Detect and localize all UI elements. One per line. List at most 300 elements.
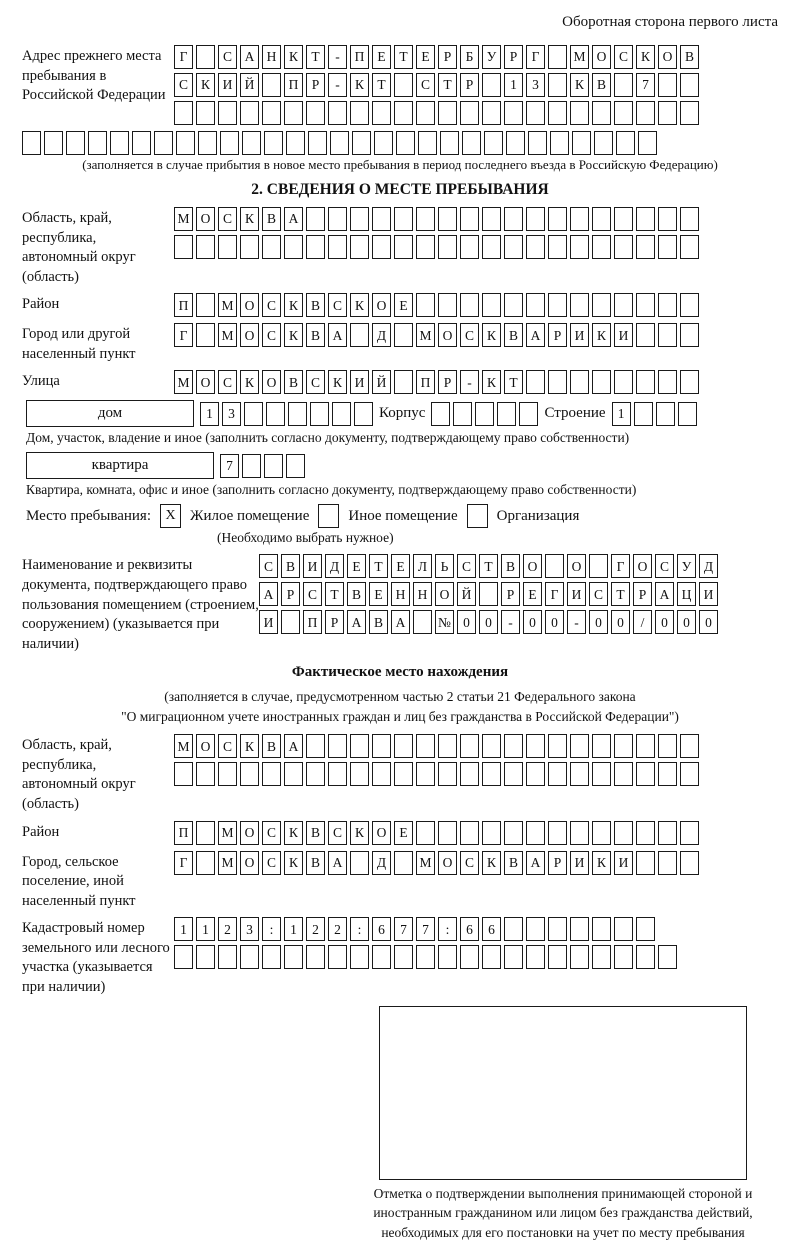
char-box[interactable] [22,131,41,155]
char-box[interactable] [220,131,239,155]
char-box[interactable]: Д [372,323,391,347]
char-box[interactable]: 1 [196,917,215,941]
char-box[interactable]: Р [438,370,457,394]
char-box[interactable]: А [284,207,303,231]
char-box[interactable] [526,945,545,969]
char-box[interactable] [438,101,457,125]
char-box[interactable] [416,734,435,758]
char-box[interactable]: 0 [479,610,498,634]
char-box[interactable] [636,917,655,941]
char-box[interactable] [592,101,611,125]
char-box[interactable] [614,734,633,758]
char-box[interactable]: К [592,851,611,875]
char-box[interactable] [88,131,107,155]
char-box[interactable]: Р [548,851,567,875]
char-box[interactable] [570,207,589,231]
char-box[interactable]: 2 [218,917,237,941]
char-box[interactable] [658,762,677,786]
char-box[interactable]: А [526,851,545,875]
char-box[interactable] [440,131,459,155]
char-box[interactable]: О [438,323,457,347]
char-box[interactable] [594,131,613,155]
char-box[interactable] [460,235,479,259]
char-box[interactable]: К [636,45,655,69]
char-box[interactable]: 1 [174,917,193,941]
char-box[interactable] [242,131,261,155]
char-box[interactable] [614,762,633,786]
char-box[interactable]: Р [438,45,457,69]
char-box[interactable] [416,821,435,845]
char-box[interactable]: В [592,73,611,97]
char-box[interactable] [396,131,415,155]
checkbox-residential[interactable]: X [160,504,181,528]
char-box[interactable] [460,101,479,125]
char-box[interactable]: О [438,851,457,875]
char-box[interactable]: 1 [504,73,523,97]
char-box[interactable] [394,323,413,347]
char-box[interactable] [154,131,173,155]
char-box[interactable] [592,734,611,758]
char-box[interactable] [482,101,501,125]
char-box[interactable] [658,73,677,97]
char-box[interactable]: С [262,821,281,845]
char-box[interactable] [592,207,611,231]
char-box[interactable] [548,917,567,941]
char-box[interactable] [218,101,237,125]
char-box[interactable]: 3 [240,917,259,941]
char-box[interactable] [438,821,457,845]
char-box[interactable] [614,945,633,969]
char-box[interactable] [372,945,391,969]
char-box[interactable] [262,762,281,786]
char-box[interactable] [548,45,567,69]
char-box[interactable] [589,554,608,578]
char-box[interactable]: К [482,323,501,347]
char-box[interactable]: 0 [655,610,674,634]
char-box[interactable] [176,131,195,155]
char-box[interactable] [526,821,545,845]
char-box[interactable]: Д [372,851,391,875]
char-box[interactable]: М [174,207,193,231]
char-box[interactable]: О [372,293,391,317]
char-box[interactable] [460,293,479,317]
char-box[interactable]: О [372,821,391,845]
char-box[interactable]: П [174,821,193,845]
char-box[interactable] [658,370,677,394]
char-box[interactable]: Е [523,582,542,606]
char-box[interactable]: 0 [699,610,718,634]
char-box[interactable]: Л [413,554,432,578]
char-box[interactable] [264,131,283,155]
char-box[interactable] [570,945,589,969]
char-box[interactable]: В [306,323,325,347]
char-box[interactable] [614,293,633,317]
checkbox-organization[interactable] [467,504,488,528]
char-box[interactable] [350,734,369,758]
char-box[interactable] [636,762,655,786]
char-box[interactable] [394,370,413,394]
char-box[interactable] [548,821,567,845]
char-box[interactable] [44,131,63,155]
house-type-box[interactable]: дом [26,400,194,427]
char-box[interactable] [413,610,432,634]
char-box[interactable]: К [482,370,501,394]
char-box[interactable] [482,235,501,259]
char-box[interactable]: А [328,323,347,347]
char-box[interactable]: У [677,554,696,578]
char-box[interactable]: 0 [545,610,564,634]
char-box[interactable]: О [435,582,454,606]
char-box[interactable] [394,851,413,875]
char-box[interactable] [350,235,369,259]
char-box[interactable]: Ц [677,582,696,606]
char-box[interactable]: 0 [523,610,542,634]
char-box[interactable]: В [281,554,300,578]
char-box[interactable] [330,131,349,155]
char-box[interactable]: В [306,851,325,875]
char-box[interactable] [680,734,699,758]
char-box[interactable]: М [218,851,237,875]
char-box[interactable] [548,101,567,125]
char-box[interactable] [482,762,501,786]
char-box[interactable]: : [438,917,457,941]
char-box[interactable] [174,101,193,125]
char-box[interactable] [196,762,215,786]
char-box[interactable] [680,821,699,845]
char-box[interactable]: Р [460,73,479,97]
char-box[interactable]: О [567,554,586,578]
char-box[interactable]: К [284,45,303,69]
char-box[interactable] [132,131,151,155]
char-box[interactable] [592,762,611,786]
char-box[interactable] [636,821,655,845]
char-box[interactable] [680,370,699,394]
char-box[interactable] [262,945,281,969]
char-box[interactable]: 7 [416,917,435,941]
char-box[interactable]: К [240,734,259,758]
char-box[interactable]: Т [479,554,498,578]
char-box[interactable]: 0 [611,610,630,634]
char-box[interactable] [614,917,633,941]
char-box[interactable] [680,323,699,347]
char-box[interactable] [262,73,281,97]
char-box[interactable] [550,131,569,155]
char-box[interactable] [394,73,413,97]
char-box[interactable]: О [196,207,215,231]
char-box[interactable] [592,293,611,317]
char-box[interactable] [545,554,564,578]
char-box[interactable]: Г [174,851,193,875]
char-box[interactable]: - [501,610,520,634]
char-box[interactable] [350,762,369,786]
char-box[interactable] [658,207,677,231]
char-box[interactable] [350,207,369,231]
char-box[interactable] [614,101,633,125]
char-box[interactable]: С [655,554,674,578]
char-box[interactable]: Д [699,554,718,578]
char-box[interactable]: О [196,734,215,758]
char-box[interactable]: О [240,821,259,845]
char-box[interactable]: С [218,45,237,69]
char-box[interactable] [350,945,369,969]
char-box[interactable] [460,945,479,969]
char-box[interactable]: Г [174,323,193,347]
char-box[interactable] [286,454,305,478]
char-box[interactable]: Г [545,582,564,606]
char-box[interactable] [281,610,300,634]
char-box[interactable]: Е [369,582,388,606]
char-box[interactable] [418,131,437,155]
char-box[interactable] [497,402,516,426]
char-box[interactable]: П [416,370,435,394]
char-box[interactable] [460,821,479,845]
char-box[interactable] [475,402,494,426]
char-box[interactable] [482,73,501,97]
char-box[interactable]: М [218,821,237,845]
char-box[interactable]: 7 [220,454,239,478]
char-box[interactable] [616,131,635,155]
char-box[interactable]: К [196,73,215,97]
char-box[interactable] [266,402,285,426]
char-box[interactable]: Т [504,370,523,394]
char-box[interactable]: О [240,323,259,347]
char-box[interactable] [680,101,699,125]
char-box[interactable] [504,101,523,125]
char-box[interactable] [244,402,263,426]
char-box[interactable]: / [633,610,652,634]
char-box[interactable] [504,762,523,786]
char-box[interactable] [636,734,655,758]
char-box[interactable]: Р [306,73,325,97]
char-box[interactable]: Е [394,821,413,845]
char-box[interactable]: И [614,851,633,875]
char-box[interactable] [548,734,567,758]
char-box[interactable]: М [218,323,237,347]
char-box[interactable] [306,235,325,259]
char-box[interactable] [462,131,481,155]
char-box[interactable] [482,945,501,969]
char-box[interactable] [634,402,653,426]
char-box[interactable]: С [457,554,476,578]
char-box[interactable]: К [284,851,303,875]
char-box[interactable]: 3 [222,402,241,426]
char-box[interactable]: 3 [526,73,545,97]
char-box[interactable] [416,293,435,317]
char-box[interactable] [438,235,457,259]
char-box[interactable] [196,101,215,125]
char-box[interactable] [438,293,457,317]
char-box[interactable] [66,131,85,155]
char-box[interactable] [374,131,393,155]
char-box[interactable] [636,293,655,317]
char-box[interactable]: С [328,293,347,317]
char-box[interactable]: М [416,323,435,347]
char-box[interactable]: С [416,73,435,97]
char-box[interactable]: П [303,610,322,634]
char-box[interactable] [372,734,391,758]
char-box[interactable] [506,131,525,155]
char-box[interactable]: С [174,73,193,97]
char-box[interactable] [548,73,567,97]
char-box[interactable] [482,734,501,758]
char-box[interactable] [438,734,457,758]
char-box[interactable]: Й [240,73,259,97]
char-box[interactable] [284,762,303,786]
char-box[interactable]: Г [611,554,630,578]
char-box[interactable] [328,734,347,758]
char-box[interactable]: О [523,554,542,578]
char-box[interactable]: М [174,734,193,758]
char-box[interactable] [394,734,413,758]
char-box[interactable] [636,101,655,125]
char-box[interactable] [328,762,347,786]
char-box[interactable] [614,821,633,845]
char-box[interactable] [592,917,611,941]
char-box[interactable] [680,762,699,786]
char-box[interactable]: М [570,45,589,69]
char-box[interactable]: С [306,370,325,394]
char-box[interactable]: К [284,293,303,317]
char-box[interactable]: 1 [200,402,219,426]
char-box[interactable]: В [504,851,523,875]
char-box[interactable] [658,323,677,347]
char-box[interactable] [284,945,303,969]
char-box[interactable] [328,945,347,969]
char-box[interactable] [328,235,347,259]
char-box[interactable] [658,293,677,317]
char-box[interactable]: 7 [636,73,655,97]
char-box[interactable]: - [328,45,347,69]
char-box[interactable] [416,762,435,786]
char-box[interactable] [372,101,391,125]
char-box[interactable]: Т [611,582,630,606]
char-box[interactable] [570,293,589,317]
char-box[interactable]: : [350,917,369,941]
char-box[interactable] [196,945,215,969]
char-box[interactable]: Е [416,45,435,69]
char-box[interactable] [394,945,413,969]
char-box[interactable] [680,851,699,875]
char-box[interactable] [572,131,591,155]
char-box[interactable]: С [259,554,278,578]
char-box[interactable]: В [306,293,325,317]
char-box[interactable]: О [633,554,652,578]
char-box[interactable] [526,101,545,125]
char-box[interactable] [519,402,538,426]
char-box[interactable] [218,945,237,969]
char-box[interactable]: А [391,610,410,634]
char-box[interactable]: К [328,370,347,394]
char-box[interactable] [504,207,523,231]
char-box[interactable]: Н [413,582,432,606]
char-box[interactable]: С [460,323,479,347]
char-box[interactable] [592,370,611,394]
char-box[interactable]: В [262,734,281,758]
char-box[interactable]: Е [391,554,410,578]
char-box[interactable] [526,207,545,231]
char-box[interactable] [416,945,435,969]
char-box[interactable] [240,762,259,786]
char-box[interactable]: В [680,45,699,69]
char-box[interactable] [350,101,369,125]
char-box[interactable] [658,101,677,125]
char-box[interactable] [242,454,261,478]
char-box[interactable]: О [262,370,281,394]
char-box[interactable]: Г [526,45,545,69]
char-box[interactable] [394,762,413,786]
char-box[interactable] [636,207,655,231]
char-box[interactable]: И [567,582,586,606]
char-box[interactable] [614,73,633,97]
char-box[interactable] [352,131,371,155]
char-box[interactable]: И [259,610,278,634]
char-box[interactable]: К [350,73,369,97]
char-box[interactable] [526,370,545,394]
char-box[interactable]: 1 [284,917,303,941]
char-box[interactable] [504,235,523,259]
char-box[interactable] [638,131,657,155]
char-box[interactable] [484,131,503,155]
char-box[interactable]: А [655,582,674,606]
char-box[interactable]: В [369,610,388,634]
char-box[interactable]: В [284,370,303,394]
char-box[interactable] [416,207,435,231]
char-box[interactable]: А [526,323,545,347]
char-box[interactable] [614,370,633,394]
char-box[interactable] [110,131,129,155]
char-box[interactable]: О [196,370,215,394]
char-box[interactable] [526,762,545,786]
char-box[interactable]: 6 [460,917,479,941]
char-box[interactable] [438,762,457,786]
char-box[interactable]: 0 [677,610,696,634]
char-box[interactable] [548,207,567,231]
char-box[interactable] [262,235,281,259]
char-box[interactable] [636,945,655,969]
char-box[interactable]: И [699,582,718,606]
char-box[interactable] [678,402,697,426]
char-box[interactable] [196,293,215,317]
char-box[interactable] [460,207,479,231]
char-box[interactable] [614,207,633,231]
char-box[interactable] [416,101,435,125]
char-box[interactable]: 7 [394,917,413,941]
char-box[interactable] [332,402,351,426]
char-box[interactable] [636,323,655,347]
char-box[interactable]: 0 [457,610,476,634]
char-box[interactable]: С [614,45,633,69]
char-box[interactable]: - [460,370,479,394]
char-box[interactable] [504,293,523,317]
char-box[interactable]: С [589,582,608,606]
char-box[interactable] [196,235,215,259]
char-box[interactable]: 6 [482,917,501,941]
char-box[interactable] [284,235,303,259]
char-box[interactable] [394,101,413,125]
char-box[interactable]: М [174,370,193,394]
char-box[interactable] [306,734,325,758]
char-box[interactable] [438,207,457,231]
char-box[interactable] [372,762,391,786]
char-box[interactable]: 2 [328,917,347,941]
char-box[interactable]: И [570,323,589,347]
char-box[interactable]: С [218,207,237,231]
char-box[interactable] [240,101,259,125]
char-box[interactable]: П [174,293,193,317]
char-box[interactable] [570,762,589,786]
char-box[interactable] [548,370,567,394]
char-box[interactable] [174,762,193,786]
